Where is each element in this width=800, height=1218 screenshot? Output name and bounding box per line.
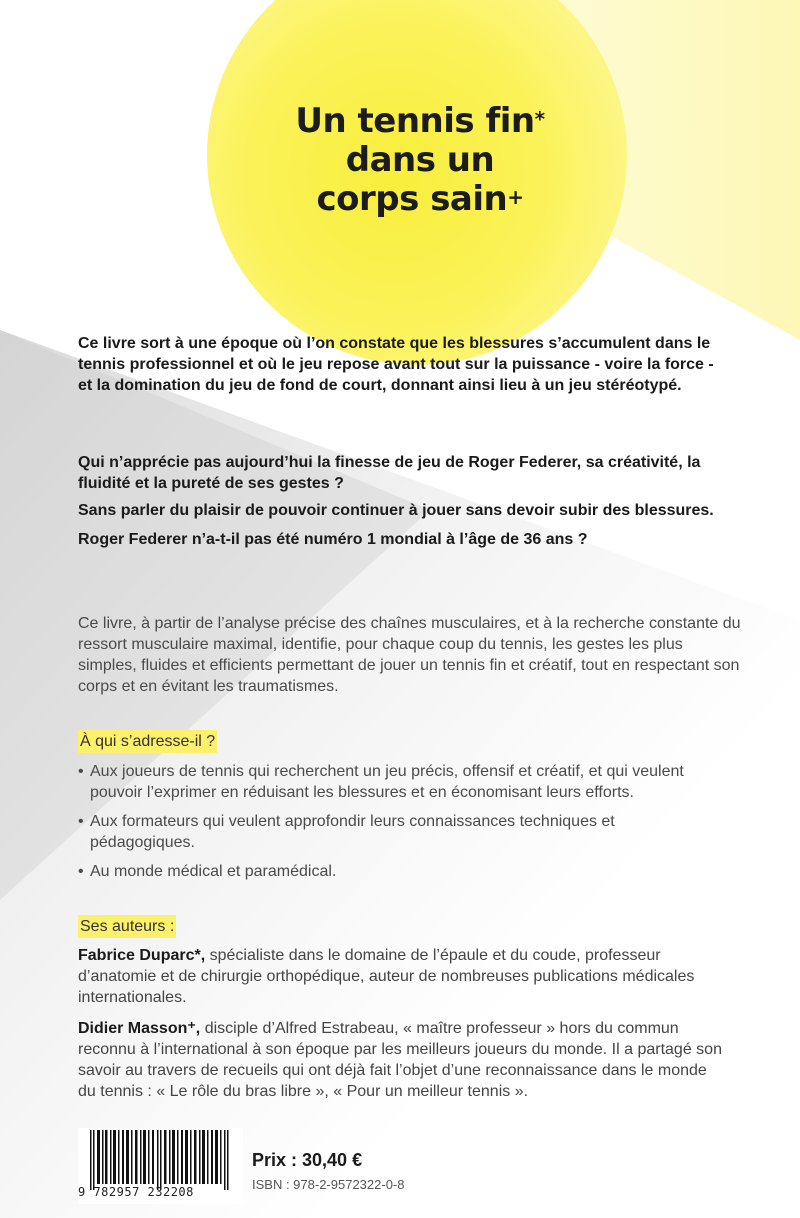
isbn: ISBN : 978-2-9572322-0-8 [252, 1177, 405, 1192]
book-title [270, 102, 570, 219]
audience-item: • Aux formateurs qui veulent approfondir leurs connaissances techniques et pédagogiques. [78, 811, 690, 853]
barcode-number: 9 782957 232208 [78, 1185, 194, 1199]
description-paragraph: Ce livre, à partir de l’analyse précise des chaînes musculaires, et à la recherche constante du ressort musculaire maximal, identifie, pour chaque coup du tennis, les gestes les plus simples, fluides et efficients permettant de jouer un tennis fin et créatif, tout en respectant son corps et en évitant les traumatismes. [78, 615, 741, 695]
title-line-1: Un tennis fin* [295, 101, 545, 141]
author-bio: disciple d’Alfred Estrabeau, « maître professeur » hors du commun reconnu à l’international à son époque par les meilleurs joueurs du monde. Il a partagé son savoir au travers de recueils qui ont déjà fait l’objet d’une reconnaissance dans le monde du tennis : « Le rôle du bras libre », « Pour un meilleur tennis ». [78, 1020, 722, 1100]
title-line-3: corps sain+ [316, 179, 524, 219]
question-2: Sans parler du plaisir de pouvoir continuer à jouer sans devoir subir des blessures. [78, 502, 714, 519]
authors-section [78, 915, 722, 1102]
intro-paragraph: Ce livre sort à une époque où l’on constate que les blessures s’accumulent dans le tennis professionnel et où le jeu repose avant tout sur la puissance - voire la force - et la domination du jeu de fond de court, donnant ainsi lieu à un jeu stéréotypé. [78, 335, 714, 394]
question-3: Roger Federer n’a-t-il pas été numéro 1 mondial à l’âge de 36 ans ? [78, 531, 588, 548]
title-line-2: dans un [345, 140, 495, 180]
audience-section [78, 730, 738, 882]
author-entry [78, 1018, 723, 1102]
authors-heading: Ses auteurs : [78, 915, 176, 938]
author-name: Fabrice Duparc*, [78, 947, 206, 964]
audience-item: • Au monde médical et paramédical. [78, 861, 738, 882]
audience-item: • Aux joueurs de tennis qui recherchent un jeu précis, offensif et créatif, et qui veulent pouvoir l’exprimer en réduisant les blessures et en économisant leurs efforts. [78, 761, 720, 803]
price: Prix : 30,40 € [252, 1150, 363, 1170]
author-bio: spécialiste dans le domaine de l’épaule et du coude, professeur d’anatomie et de chirurgie orthopédique, auteur de nombreuses publications médicales internationales. [78, 947, 695, 1006]
author-entry [78, 945, 698, 1008]
questions-section [78, 452, 718, 550]
audience-heading: À qui s’adresse-il ? [78, 730, 217, 753]
author-name: Didier Masson⁺, [78, 1020, 201, 1037]
question-1: Qui n’apprécie pas aujourd’hui la finesse de jeu de Roger Federer, sa créativité, la fluidité et la pureté de ses gestes ? [78, 454, 701, 492]
